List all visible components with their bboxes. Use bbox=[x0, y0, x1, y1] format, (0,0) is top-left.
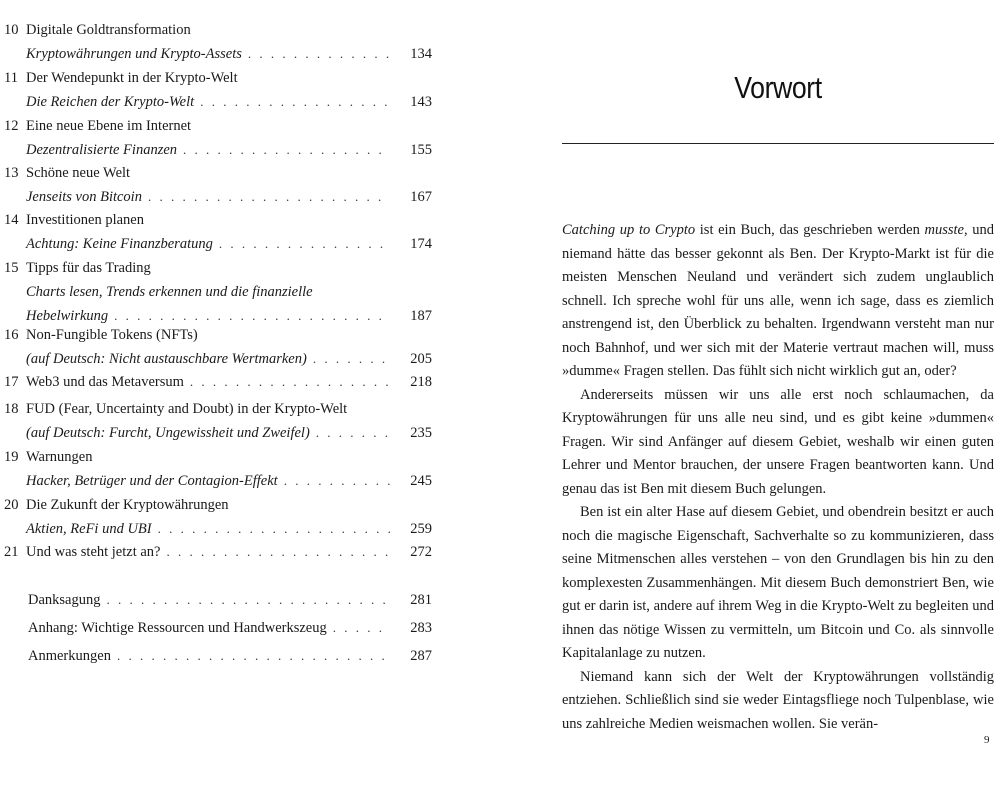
page-number: 259 bbox=[410, 521, 432, 537]
page-number: 155 bbox=[410, 142, 432, 158]
page-number: 134 bbox=[410, 46, 432, 62]
chapter-number: 16 bbox=[4, 327, 19, 343]
preface-paragraph-2: Andererseits müssen wir uns alle erst noch schlaumachen, da Kryptowährungen für uns alle neu sind, und es gibt keine »dummen« Fragen. Wir sind Anfänger auf diesem Gebiet, weshalb wir einen guten Lehrer und Mentor brauchen, der unsere Fragen beantworten kann. Und genau das ist Ben mit diesem Buch gelungen. bbox=[562, 386, 994, 497]
dot-leader bbox=[190, 370, 390, 394]
back-matter-title: Danksagung bbox=[28, 592, 101, 608]
preface-paragraph-4: Niemand kann sich der Welt der Kryptowährungen vollständig entziehen. Schließlich sind sie weder Eintagsfliege noch Tulpenblase, wie uns zahlreiche Medien weismachen wollen. Sie verän- bbox=[562, 668, 994, 732]
chapter-subtitle: Achtung: Keine Finanzberatung bbox=[26, 236, 213, 252]
dot-leader bbox=[117, 644, 390, 668]
toc-entry-10 bbox=[0, 18, 432, 66]
dot-leader bbox=[183, 138, 390, 162]
page-number: 287 bbox=[410, 648, 432, 664]
chapter-number: 17 bbox=[4, 374, 19, 390]
page-number: 283 bbox=[410, 620, 432, 636]
heading-rule bbox=[562, 143, 994, 144]
chapter-number: 15 bbox=[4, 260, 19, 276]
chapter-title: Schöne neue Welt bbox=[26, 165, 131, 181]
chapter-number: 19 bbox=[4, 449, 19, 465]
toc-entry-16 bbox=[0, 323, 432, 371]
dot-leader bbox=[284, 469, 390, 493]
chapter-number: 11 bbox=[4, 70, 18, 86]
chapter-subtitle: Hacker, Betrüger und der Contagion-Effekt bbox=[26, 473, 278, 489]
chapter-number: 10 bbox=[4, 22, 19, 38]
page-number: 245 bbox=[410, 473, 432, 489]
toc-entry-11 bbox=[0, 66, 432, 114]
page-folio: 9 bbox=[984, 734, 990, 746]
chapter-subtitle: Dezentralisierte Finanzen bbox=[26, 142, 178, 158]
dot-leader bbox=[219, 232, 390, 256]
chapter-title: Und was steht jetzt an? bbox=[26, 544, 161, 560]
chapter-title: Non-Fungible Tokens (NFTs) bbox=[26, 327, 198, 343]
preface-paragraph-1 bbox=[562, 219, 994, 384]
toc-entry-21 bbox=[0, 540, 432, 564]
dot-leader bbox=[248, 42, 390, 66]
toc-entry-17 bbox=[0, 370, 432, 394]
chapter-title: Web3 und das Metaversum bbox=[26, 374, 184, 390]
toc-entry-20 bbox=[0, 493, 432, 541]
dot-leader bbox=[316, 421, 390, 445]
chapter-number: 12 bbox=[4, 118, 19, 134]
chapter-title: FUD (Fear, Uncertainty and Doubt) in der Krypto-Welt bbox=[26, 401, 348, 417]
back-matter-title: Anhang: Wichtige Ressourcen und Handwerkszeug bbox=[28, 620, 327, 636]
page-number: 143 bbox=[410, 94, 432, 110]
chapter-subtitle: (auf Deutsch: Furcht, Ungewissheit und Zweifel) bbox=[26, 425, 310, 441]
chapter-subtitle: Charts lesen, Trends erkennen und die finanzielle bbox=[26, 284, 313, 300]
chapter-subtitle: Die Reichen der Krypto-Welt bbox=[26, 94, 195, 110]
chapter-subtitle: Jenseits von Bitcoin bbox=[26, 189, 142, 205]
book-title-italic: Catching up to Crypto bbox=[562, 222, 696, 238]
dot-leader bbox=[107, 588, 391, 612]
toc-entry-14 bbox=[0, 208, 432, 256]
page-number: 235 bbox=[410, 425, 432, 441]
page-number: 218 bbox=[410, 374, 432, 390]
toc-entry-13 bbox=[0, 161, 432, 209]
toc-entry-15 bbox=[0, 256, 432, 328]
toc-back-matter-notes bbox=[0, 644, 432, 668]
emphasis-italic: musste bbox=[924, 222, 964, 238]
preface-paragraph-3: Ben ist ein alter Hase auf diesem Gebiet, und obendrein besitzt er auch noch die magische Eigenschaft, Sachverhalte so zu kommunizieren, dass seine Mitmenschen alles verstehen – von den Grundlagen bis hin zu den komplexesten Zusammenhängen. Mit diesem Buch demonstriert Ben, wie gut er darin ist, andere auf ihrem Weg in die Krypto-Welt zu begleiten und ihnen das nötige Wissen zu vermitteln, um Bitcoin und Co. als sinnvolle Kapitalanlage zu nutzen. bbox=[562, 504, 994, 661]
chapter-number: 18 bbox=[4, 401, 19, 417]
page-number: 187 bbox=[410, 308, 432, 324]
dot-leader bbox=[313, 347, 390, 371]
chapter-title: Die Zukunft der Kryptowährungen bbox=[26, 497, 229, 513]
dot-leader bbox=[333, 616, 390, 640]
chapter-subtitle: Hebelwirkung bbox=[26, 308, 109, 324]
back-matter-title: Anmerkungen bbox=[28, 648, 111, 664]
preface-heading: Vorwort bbox=[734, 70, 822, 105]
chapter-subtitle: (auf Deutsch: Nicht austauschbare Wertmarken) bbox=[26, 351, 307, 367]
page-number: 272 bbox=[410, 544, 432, 560]
page-number: 205 bbox=[410, 351, 432, 367]
dot-leader bbox=[148, 185, 390, 209]
page-number: 281 bbox=[410, 592, 432, 608]
dot-leader bbox=[158, 517, 390, 541]
chapter-title: Eine neue Ebene im Internet bbox=[26, 118, 192, 134]
toc-entry-18 bbox=[0, 397, 432, 445]
chapter-title: Warnungen bbox=[26, 449, 93, 465]
dot-leader bbox=[200, 90, 390, 114]
paragraph-text: , und niemand hätte das besser gekonnt als Ben. Der Krypto-Markt ist für die meisten Menschen Neuland und verändert sich zudem unglaublich schnell. Ich spreche wohl für uns alle, wenn ich sage, dass es ziemlich anstrengend ist, den Überblick zu behalten. Irgendwann versteht man nur noch Bahnhof, und wer sich mit der Materie vertraut machen will, muss »dumme« Fragen stellen. Das fühlt sich nicht wirklich gut an, oder? bbox=[562, 222, 994, 379]
paragraph-text: ist ein Buch, das geschrieben werden bbox=[695, 222, 925, 238]
toc-back-matter-appendix bbox=[0, 616, 432, 640]
toc-back-matter-acknowledgements bbox=[0, 588, 432, 612]
chapter-title: Der Wendepunkt in der Krypto-Welt bbox=[26, 70, 238, 86]
preface-body bbox=[562, 219, 994, 736]
dot-leader bbox=[167, 540, 391, 564]
chapter-subtitle: Kryptowährungen und Krypto-Assets bbox=[26, 46, 242, 62]
chapter-number: 14 bbox=[4, 212, 19, 228]
chapter-title: Digitale Goldtransformation bbox=[26, 22, 191, 38]
toc-entry-19 bbox=[0, 445, 432, 493]
toc-entry-12 bbox=[0, 114, 432, 162]
chapter-number: 13 bbox=[4, 165, 19, 181]
page-number: 167 bbox=[410, 189, 432, 205]
chapter-number: 21 bbox=[4, 544, 19, 560]
chapter-subtitle: Aktien, ReFi und UBI bbox=[26, 521, 152, 537]
chapter-number: 20 bbox=[4, 497, 19, 513]
chapter-title: Tipps für das Trading bbox=[26, 260, 151, 276]
chapter-title: Investitionen planen bbox=[26, 212, 144, 228]
page-number: 174 bbox=[410, 236, 432, 252]
